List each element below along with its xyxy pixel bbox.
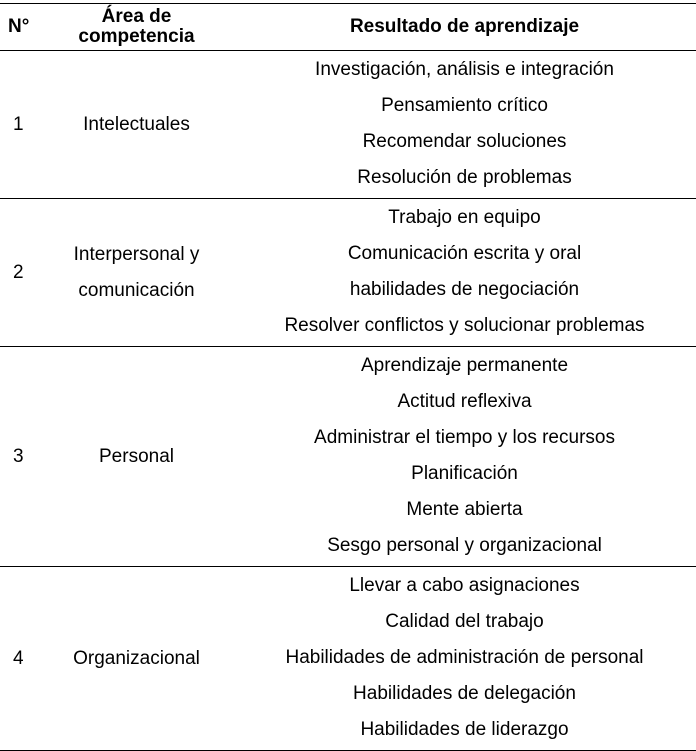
learning-outcome: Sesgo personal y organizacional (327, 535, 602, 556)
learning-outcome: Pensamiento crítico (381, 95, 548, 116)
competency-area-line: Organizacional (73, 647, 200, 669)
header-area-line-2: competencia (78, 26, 195, 47)
table-header (0, 4, 696, 51)
learning-outcome: Calidad del trabajo (385, 611, 544, 632)
learning-outcome: Llevar a cabo asignaciones (349, 575, 580, 596)
competency-area-line: Interpersonal y (73, 243, 200, 265)
learning-outcome: Resolución de problemas (357, 167, 572, 188)
learning-outcome: Aprendizaje permanente (360, 355, 569, 376)
learning-outcome: Habilidades de liderazgo (360, 719, 569, 740)
header-area (40, 4, 233, 51)
learning-outcome: Investigación, análisis e integración (315, 59, 614, 80)
competency-area-line: Personal (99, 445, 174, 467)
learning-outcome: Comunicación escrita y oral (347, 243, 582, 264)
competency-area (40, 567, 233, 751)
competency-area (40, 347, 233, 567)
competency-area-line: Intelectuales (83, 113, 190, 135)
learning-outcomes (233, 51, 696, 199)
row-number: 2 (0, 199, 40, 347)
learning-outcomes (233, 347, 696, 567)
learning-outcome: Administrar el tiempo y los recursos (314, 427, 615, 448)
table-row (0, 347, 696, 567)
learning-outcome: Resolver conflictos y solucionar problemas (284, 315, 645, 336)
competency-area (40, 199, 233, 347)
table-row (0, 199, 696, 347)
row-number: 4 (0, 567, 40, 751)
header-area-line-1: Área de (101, 6, 172, 27)
competency-table (0, 3, 696, 751)
competency-area-line: comunicación (78, 279, 195, 301)
header-number: N° (0, 4, 40, 51)
learning-outcomes (233, 567, 696, 751)
learning-outcome: habilidades de negociación (349, 279, 580, 300)
header-learning-outcome: Resultado de aprendizaje (233, 4, 696, 51)
learning-outcome: Planificación (411, 463, 518, 484)
learning-outcome: Recomendar soluciones (362, 131, 567, 152)
row-number: 3 (0, 347, 40, 567)
row-number: 1 (0, 51, 40, 199)
header-row (0, 4, 696, 51)
learning-outcome: Habilidades de administración de personal (285, 647, 644, 668)
learning-outcome: Actitud reflexiva (397, 391, 532, 412)
competency-area (40, 51, 233, 199)
learning-outcomes (233, 199, 696, 347)
learning-outcome: Habilidades de delegación (353, 683, 576, 704)
table-row (0, 567, 696, 751)
learning-outcome: Trabajo en equipo (388, 207, 541, 228)
table-row (0, 51, 696, 199)
learning-outcome: Mente abierta (406, 499, 523, 520)
